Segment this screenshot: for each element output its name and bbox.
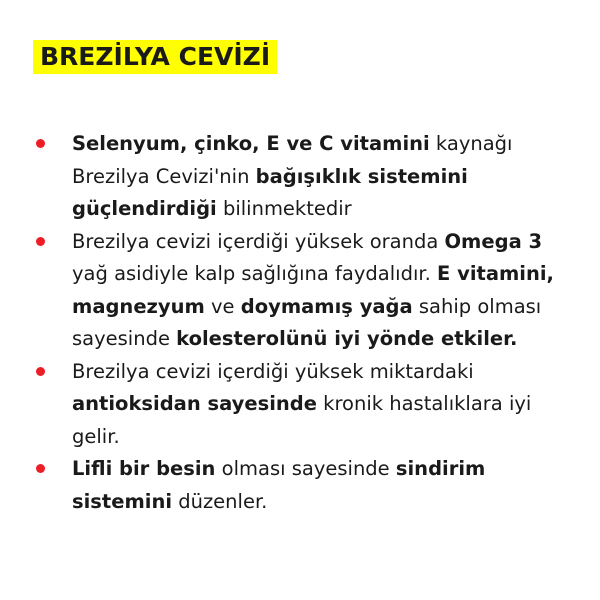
text-segment: kaynağı Brezilya Cevizi'nin bbox=[72, 132, 513, 188]
text-segment: antioksidan sayesinde bbox=[72, 392, 317, 415]
text-segment: kolesterolünü iyi yönde etkiler. bbox=[176, 327, 518, 350]
text-segment: Selenyum, çinko, E ve C vitamini bbox=[72, 132, 430, 155]
bullet-icon bbox=[36, 237, 45, 246]
list-item bbox=[30, 453, 580, 518]
text-segment: Brezilya cevizi içerdiği yüksek oranda bbox=[72, 229, 445, 253]
text-segment: ve bbox=[204, 294, 241, 318]
text-segment: düzenler. bbox=[172, 489, 268, 513]
text-segment: E vitamini, magnezyum bbox=[72, 262, 554, 318]
text-segment: kronik hastalıklara iyi gelir. bbox=[72, 392, 532, 448]
text-segment: yağ asidiyle kalp sağlığına faydalıdır. bbox=[72, 262, 437, 285]
bullet-icon bbox=[36, 367, 45, 376]
text-segment: bilinmektedir bbox=[216, 197, 352, 220]
text-segment: Omega 3 bbox=[444, 229, 543, 253]
bullet-icon bbox=[36, 139, 45, 148]
text-segment: doymamış yağa bbox=[240, 294, 413, 318]
text-segment: bağışıklık sistemini güçlendirdiği bbox=[72, 164, 468, 220]
page-title: BREZİLYA CEVİZİ bbox=[33, 40, 277, 74]
list-item bbox=[30, 128, 580, 226]
text-segment: olması sayesinde bbox=[215, 457, 396, 480]
list-item bbox=[30, 356, 580, 454]
benefits-list bbox=[30, 128, 580, 518]
text-segment: sahip olması sayesinde bbox=[72, 294, 542, 350]
text-segment: Brezilya cevizi içerdiği yüksek miktardaki bbox=[72, 359, 474, 383]
list-item bbox=[30, 226, 580, 356]
text-segment: sindirim sistemini bbox=[72, 457, 486, 513]
bullet-icon bbox=[36, 464, 45, 473]
text-segment: Lifli bir besin bbox=[72, 457, 216, 480]
